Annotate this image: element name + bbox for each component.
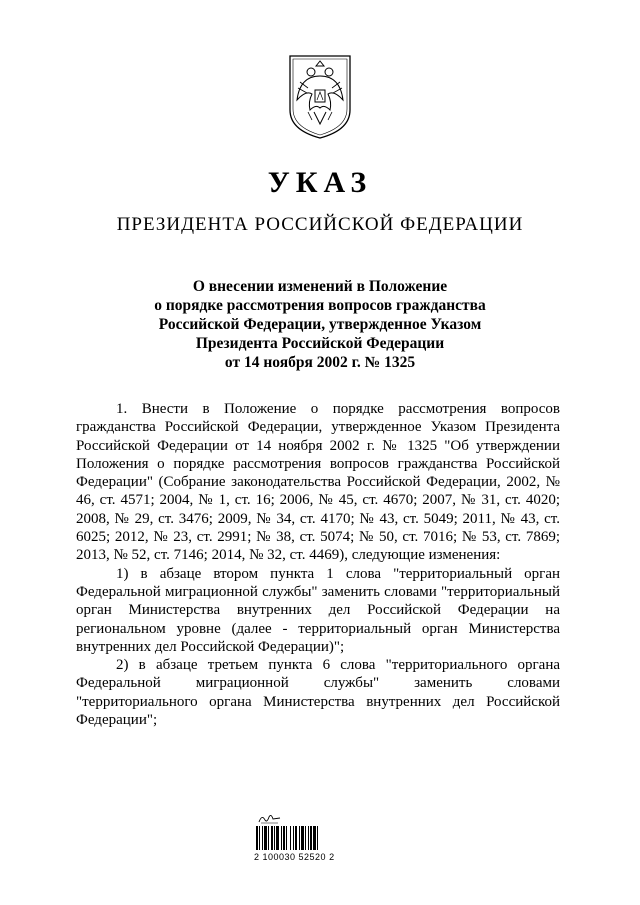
- body-paragraph: 1) в абзаце втором пункта 1 слова "территориальный орган Федеральной миграционной службы" заменить словами "территориальный орган Министерства внутренних дел Российской Федерации на региональном уровне (далее - территориальный орган Министерства внутренних дел Российской Федерации)";: [76, 565, 560, 655]
- page-subtitle: ПРЕЗИДЕНТА РОССИЙСКОЙ ФЕДЕРАЦИИ: [116, 214, 524, 235]
- body-paragraph: 1. Внести в Положение о порядке рассмотрения вопросов гражданства Российской Федерации, утвержденное Указом Президента Российской Федерации от 14 ноября 2002 г. № 1325 "Об утверждении Положения о порядке рассмотрения вопросов гражданства Российской Федерации" (Собрание законодательства Российской Федерации, 2002, № 46, ст. 4571; 2004, № 1, ст. 16; 2006, № 45, ст. 4670; 2007, № 31, ст. 4020; 2008, № 29, ст. 3476; 2009, № 34, ст. 4170; № 43, ст. 5049; 2011, № 43, ст. 6025; 2012, № 23, ст. 2991; № 38, ст. 5074; № 50, ст. 7016; № 53, ст. 7869; 2013, № 52, ст. 7146; 2014, № 32, ст. 4469), следующие изменения:: [76, 401, 560, 564]
- page-title: УКАЗ: [267, 166, 373, 199]
- document-body: [76, 400, 560, 729]
- heading-line: О внесении изменений в Положение: [192, 278, 448, 295]
- document-heading: [80, 277, 560, 372]
- heading-line: Российской Федерации, утвержденное Указом: [158, 316, 482, 333]
- heading-line: от 14 ноября 2002 г. № 1325: [224, 354, 416, 371]
- body-paragraph: 2) в абзаце третьем пункта 6 слова "территориального органа Федеральной миграционной службы" заменить словами "территориального органа Министерства внутренних дел Российской Федерации";: [76, 657, 560, 729]
- barcode-number: 2 100030 52520 2: [254, 852, 335, 862]
- barcode-block: [252, 812, 362, 872]
- heading-line: о порядке рассмотрения вопросов гражданства: [154, 297, 486, 314]
- state-emblem-icon: [286, 52, 354, 140]
- heading-line: Президента Российской Федерации: [195, 335, 445, 352]
- signature-mark-icon: [258, 812, 282, 824]
- barcode-icon: [256, 826, 338, 850]
